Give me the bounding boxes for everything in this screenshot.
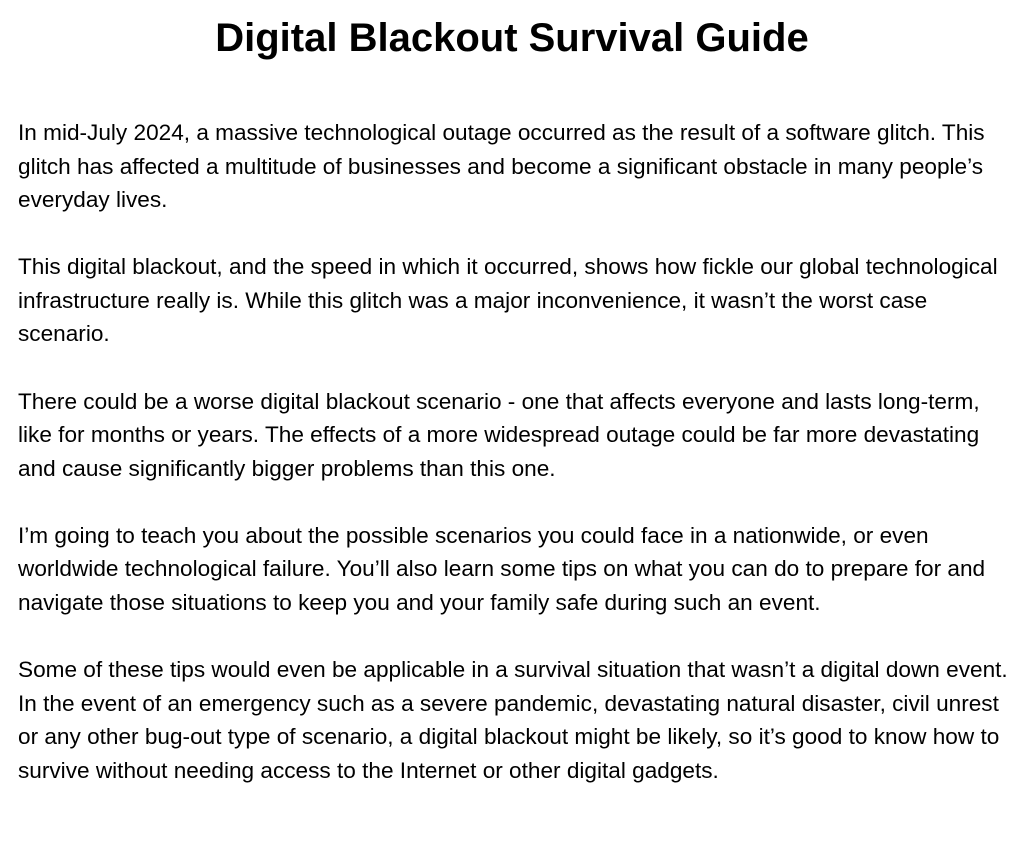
paragraph-what-you-will-learn: I’m going to teach you about the possible scenarios you could face in a nationwide, or even worldwide technological failure. You’ll also learn some tips on what you can do to prepare for and navigate those situations to keep you and your family safe during such an event.: [18, 522, 986, 616]
page-title: Digital Blackout Survival Guide: [215, 16, 809, 60]
document-body: [18, 116, 1008, 821]
paragraph-other-emergencies: Some of these tips would even be applicable in a survival situation that wasn’t a digital down event. In the event of an emergency such as a severe pandemic, devastating natural disaster, civil unrest or any other bug-out type of scenario, a digital blackout might be likely, so it’s good to know how to survive without needing access to the Internet or other digital gadgets.: [18, 657, 1008, 783]
paragraph-fickle-infrastructure: This digital blackout, and the speed in which it occurred, shows how fickle our global technological infrastructure really is. While this glitch was a major inconvenience, it wasn’t the worst case scenario.: [18, 254, 998, 347]
paragraph-intro: In mid-July 2024, a massive technological outage occurred as the result of a software glitch. This glitch has affected a multitude of businesses and become a significant obstacle in many people’s everyday lives.: [18, 120, 985, 213]
paragraph-worse-scenario: There could be a worse digital blackout scenario - one that affects everyone and lasts long-term, like for months or years. The effects of a more widespread outage could be far more devastating and cause significantly bigger problems than this one.: [18, 388, 980, 481]
